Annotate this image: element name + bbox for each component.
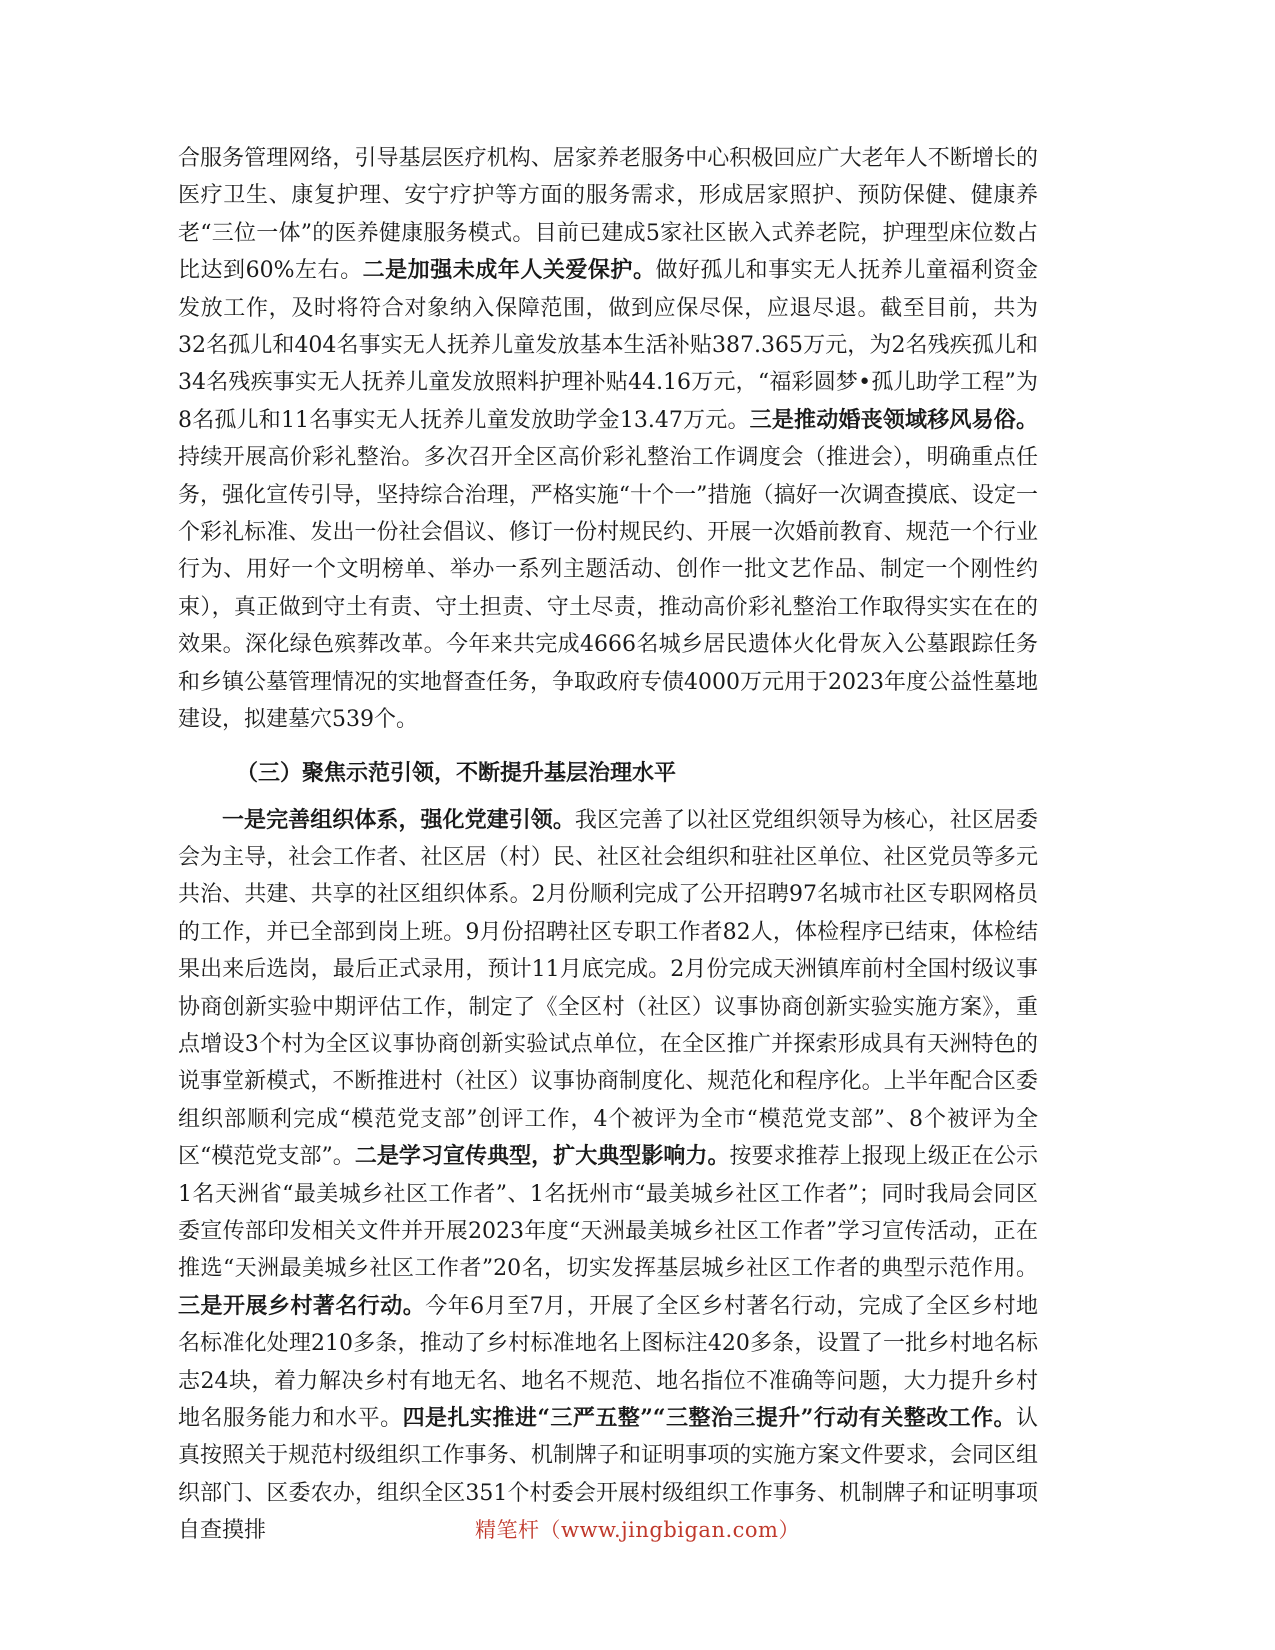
section-heading: （三）聚焦示范引领，不断提升基层治理水平 [236,759,677,786]
document-body [178,140,1038,1550]
paragraph-elderly-minors-customs [178,140,1038,739]
bold-lead-customs: 三是推动婚丧领域移风易俗。 [749,406,1038,433]
paragraph-text: 我区完善了以社区党组织领导为核心，社区居委会为主导，社会工作者、社区居（村）民、社区社会组织和驻社区单位、社区党员等多元共治、共建、共享的社区组织体系。2月份顺利完成了公开招聘97名城市社区专职网格员的工作，并已全部到岗上班。9月份招聘社区专职工作者82人，体检程序已结束，体检结果出来后选岗，最后正式录用，预计11月底完成。2月份完成天洲镇库前村全国村级议事协商创新实验中期评估工作，制定了《全区村（社区）议事协商创新实验实施方案》，重点增设3个村为全区议事协商创新实验试点单位，在全区推广并探索形成具有天洲特色的说事堂新模式，不断推进村（社区）议事协商制度化、规范化和程序化。上半年配合区委组织部顺利完成“模范党支部”创评工作，4个被评为全市“模范党支部”、8个被评为全区“模范党支部”。 [178,807,1038,1170]
paragraph-text: 合服务管理网络，引导基层医疗机构、居家养老服务中心积极回应广大老年人不断增长的医疗卫生、康复护理、安宁疗护等方面的服务需求，形成居家照护、预防保健、健康养老“三位一体”的医养健康服务模式。目前已建成5家社区嵌入式养老院，护理型床位数占比达到60%左右。 [178,146,1038,284]
bold-lead-village-naming: 三是开展乡村著名行动。 [178,1292,426,1319]
bold-lead-rectification: 四是扎实推进“三严五整”“三整治三提升”行动有关整改工作。 [402,1405,1016,1431]
paragraph-text: 按要求推荐上报现上级正在公示1名天洲省“最美城乡社区工作者”、1名抚州市“最美城乡社区工作者”；同时我局会同区委宣传部印发相关文件并开展2023年度“天洲最美城乡社区工作者”学习宣传活动，正在推选“天洲最美城乡社区工作者”20名，切实发挥基层城乡社区工作者的典型示范作用。 [178,1144,1038,1282]
paragraph-text: 做好孤儿和事实无人抚养儿童福利资金发放工作，及时将符合对象纳入保障范围，做到应保尽保，应退尽退。截至目前，共为32名孤儿和404名事实无人抚养儿童发放基本生活补贴387.365万元，为2名残疾孤儿和34名残疾事实无人抚养儿童发放照料护理补贴44.16万元，“福彩圆梦•孤儿助学工程”为8名孤儿和11名事实无人抚养儿童发放助学金13.47万元。 [178,258,1038,433]
paragraph-text: 今年6月至7月，开展了全区乡村著名行动，完成了全区乡村地名标准化处理210多条，推动了乡村标准地名上图标注420多条，设置了一批乡村地名标志24块，着力解决乡村有地无名、地名不规范、地名指位不准确等问题，大力提升乡村地名服务能力和水平。 [178,1293,1038,1431]
bold-lead-publicity: 二是学习宣传典型，扩大典型影响力。 [354,1143,730,1170]
bold-lead-minors: 二是加强未成年人关爱保护。 [362,257,656,284]
footer-watermark-link[interactable]: 精笔杆（www.jingbigan.com） [475,1518,800,1542]
paragraph-grassroots-governance [178,802,1038,1550]
bold-lead-organization: 一是完善组织体系，强化党建引领。 [222,806,575,833]
paragraph-text: 持续开展高价彩礼整治。多次召开全区高价彩礼整治工作调度会（推进会），明确重点任务，强化宣传引导，坚持综合治理，严格实施“十个一”措施（搞好一次调查摸底、设定一个彩礼标准、发出一份社会倡议、修订一份村规民约、开展一次婚前教育、规范一个行业行为、用好一个文明榜单、举办一系列主题活动、创作一批文艺作品、制定一个刚性约束），真正做到守土有责、守土担责、守土尽责，推动高价彩礼整治工作取得实实在在的效果。深化绿色殡葬改革。今年来共完成4666名城乡居民遗体火化骨灰入公墓跟踪任务和乡镇公墓管理情况的实地督查任务，争取政府专债4000万元用于2023年度公益性墓地建设，拟建墓穴539个。 [178,445,1038,733]
paragraph-text: 认真按照关于规范村级组织工作事务、机制牌子和证明事项的实施方案文件要求，会同区组织部门、区委农办，组织全区351个村委会开展村级组织工作事务、机制牌子和证明事项自查摸排 [178,1406,1038,1544]
